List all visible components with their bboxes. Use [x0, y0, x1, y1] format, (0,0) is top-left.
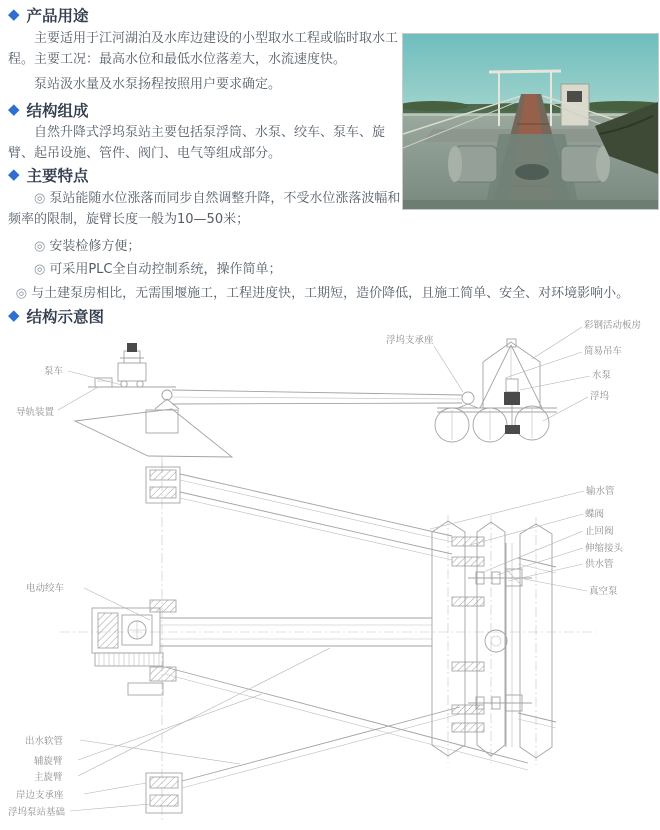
label-shore-support-seat: 岸边支承座 [16, 790, 64, 801]
diamond-icon: ◆ [8, 4, 20, 23]
label-delivery-pipe: 输水管 [586, 486, 615, 497]
usage-paragraph-1: 主要适用于江河湖泊及水库边建设的小型取水工程或临时取水工程。主要工况：最高水位和最低水位落差大，水流速度快。 [8, 31, 399, 67]
label-expansion-joint: 伸缩接头 [585, 543, 624, 554]
label-water-pump: 水泵 [592, 370, 612, 381]
label-dock-support-seat: 浮坞支承座 [386, 335, 434, 346]
pump-station-photo-illustration [403, 34, 658, 209]
circle-bullet-icon: ◎ [34, 239, 46, 254]
label-vacuum-pump: 真空泵 [589, 586, 618, 597]
label-check-valve: 止回阀 [585, 526, 614, 537]
label-steel-panel-house: 彩钢活动板房 [584, 320, 642, 331]
label-electric-winch: 电动绞车 [26, 583, 65, 594]
feature-text: 与土建泵房相比，无需围堰施工，工程进度快，工期短，造价降低，且施工简单、安全、对环境影响小。 [31, 286, 630, 301]
section-title: 结构组成 [26, 102, 89, 120]
circle-bullet-icon: ◎ [15, 286, 28, 301]
label-simple-crane: 简易吊车 [584, 346, 623, 357]
side-elevation-view [16, 319, 641, 467]
feature-item [8, 188, 412, 230]
feature-text: 安装检修方便； [49, 239, 141, 254]
usage-paragraph-2: 泵站汲水量及水泵扬程按照用户要求确定。 [34, 77, 282, 92]
label-butterfly-valve: 蝶阀 [585, 509, 605, 520]
label-outlet-hose: 出水软管 [25, 736, 64, 747]
feature-text: 可采用PLC全自动控制系统，操作简单； [49, 262, 282, 277]
site-photo [402, 33, 659, 210]
diamond-icon: ◆ [8, 305, 20, 324]
feature-text: 泵站能随水位涨落而同步自然调整升降，不受水位涨落波幅和频率的限制，旋臂长度一般为10—50米； [8, 191, 401, 227]
section-title: 产品用途 [26, 7, 89, 25]
label-floating-dock: 浮坞 [590, 391, 610, 402]
label-guide-rail: 导轨装置 [16, 407, 55, 418]
section-title: 主要特点 [26, 167, 89, 185]
section-title: 结构示意图 [26, 308, 105, 326]
diamond-icon: ◆ [8, 164, 20, 183]
label-aux-arm: 辅旋臂 [34, 756, 63, 767]
section-header-usage [8, 4, 89, 26]
section-header-features [8, 164, 89, 186]
label-supply-pipe: 供水管 [585, 559, 614, 570]
structure-paragraph: 自然升降式浮坞泵站主要包括泵浮筒、水泵、绞车、泵车、旋臂、起吊设施、管件、阀门、电气等组成部分。 [8, 125, 386, 161]
structure-diagram [0, 315, 660, 830]
label-pump-truck: 泵车 [44, 366, 64, 377]
feature-item [8, 236, 412, 257]
section-header-structure [8, 99, 89, 121]
label-main-arm: 主旋臂 [34, 772, 63, 783]
circle-bullet-icon: ◎ [34, 191, 46, 206]
circle-bullet-icon: ◎ [34, 262, 46, 277]
plan-view [8, 463, 624, 821]
feature-item [8, 283, 658, 304]
label-pump-station-foundation: 浮坞泵站基础 [8, 807, 66, 818]
feature-item [8, 259, 412, 280]
diamond-icon: ◆ [8, 99, 20, 118]
